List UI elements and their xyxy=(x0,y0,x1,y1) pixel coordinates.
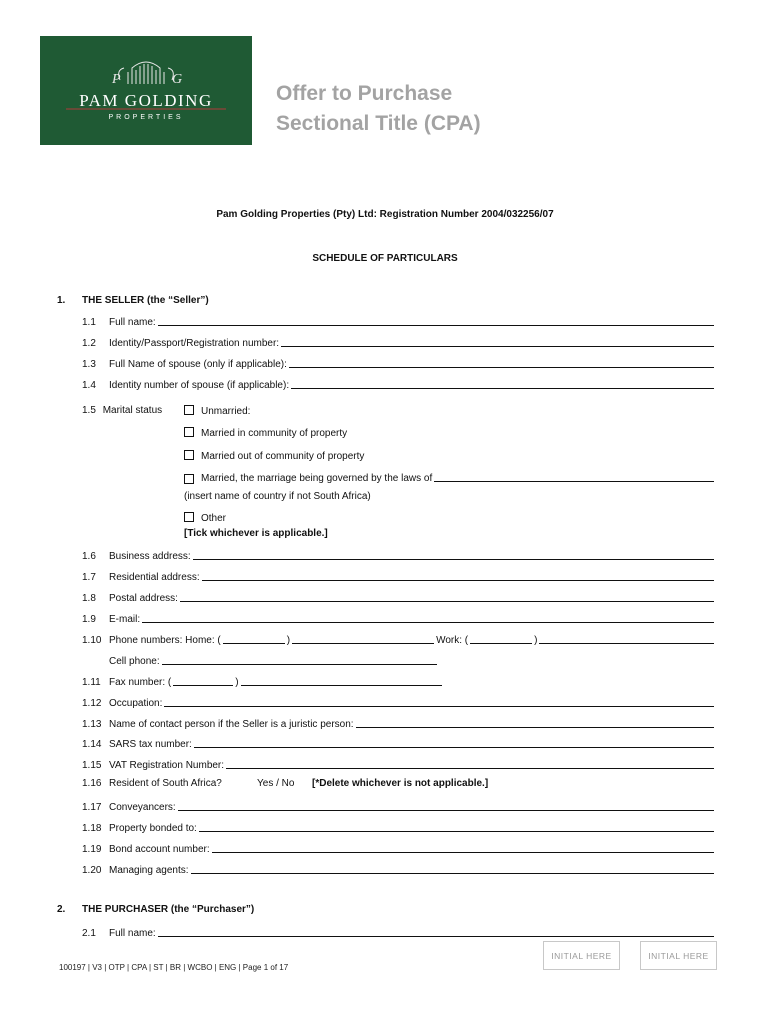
input-line[interactable] xyxy=(356,717,714,728)
field-vat-number[interactable] xyxy=(82,757,714,771)
input-line[interactable] xyxy=(212,842,714,853)
input-line[interactable] xyxy=(178,800,714,811)
item-number: 1.13 xyxy=(82,719,102,730)
field-label: Bond account number: xyxy=(109,844,210,855)
item-number: 1.12 xyxy=(82,698,102,709)
field-seller-full-name[interactable] xyxy=(82,314,714,328)
item-number: 1.5 xyxy=(82,405,96,416)
delete-instruction: [*Delete whichever is not applicable.] xyxy=(312,778,489,789)
company-logo xyxy=(40,36,252,145)
field-bond-account[interactable] xyxy=(82,841,714,855)
option-other[interactable] xyxy=(184,512,226,524)
yes-no-choice[interactable]: Yes / No xyxy=(257,778,295,789)
home-area-code-input[interactable] xyxy=(223,633,285,644)
input-line[interactable] xyxy=(289,357,714,368)
field-cell-phone[interactable] xyxy=(109,653,437,667)
input-line[interactable] xyxy=(194,737,714,748)
document-subtitle: Sectional Title (CPA) xyxy=(276,112,481,135)
field-purchaser-full-name[interactable] xyxy=(82,925,714,939)
field-business-address[interactable] xyxy=(82,548,714,562)
item-number: 1.3 xyxy=(82,359,96,370)
initial-box-purchaser[interactable]: INITIAL HERE xyxy=(640,941,717,970)
checkbox[interactable] xyxy=(184,512,194,522)
item-number: 2.1 xyxy=(82,928,96,939)
field-email[interactable] xyxy=(82,611,714,625)
input-line[interactable] xyxy=(162,654,437,665)
item-number: 1.15 xyxy=(82,760,102,771)
work-label: Work: ( xyxy=(436,635,469,646)
item-number: 1.6 xyxy=(82,551,96,562)
field-label: Phone numbers: Home: ( xyxy=(109,635,221,646)
item-number: 1.2 xyxy=(82,338,96,349)
option-out-of-community[interactable] xyxy=(184,450,364,462)
field-fax-number[interactable] xyxy=(82,674,442,688)
field-label: Managing agents: xyxy=(109,865,189,876)
input-line[interactable] xyxy=(164,696,714,707)
field-residential-address[interactable] xyxy=(82,569,714,583)
item-number: 1.20 xyxy=(82,865,102,876)
paren-close: ) xyxy=(235,677,239,688)
field-label: Name of contact person if the Seller is a juristic person: xyxy=(109,719,354,730)
field-label: VAT Registration Number: xyxy=(109,760,225,771)
option-label: Married in community of property xyxy=(201,428,348,439)
field-label: Conveyancers: xyxy=(109,802,176,813)
field-label: SARS tax number: xyxy=(109,739,192,750)
field-managing-agents[interactable] xyxy=(82,862,714,876)
field-occupation[interactable] xyxy=(82,695,714,709)
logo-wordmark: PAM GOLDING xyxy=(79,91,213,110)
field-label: Property bonded to: xyxy=(109,823,197,834)
field-label: Cell phone: xyxy=(109,656,160,667)
field-seller-id-number[interactable] xyxy=(82,335,714,349)
tick-instruction: [Tick whichever is applicable.] xyxy=(184,528,328,539)
item-number: 1.11 xyxy=(82,677,101,688)
schedule-heading: SCHEDULE OF PARTICULARS xyxy=(312,253,458,264)
input-line[interactable] xyxy=(202,570,714,581)
field-contact-person[interactable] xyxy=(82,716,714,730)
option-label: Other xyxy=(201,513,227,524)
item-number: 1.17 xyxy=(82,802,102,813)
checkbox[interactable] xyxy=(184,405,194,415)
item-number: 1.7 xyxy=(82,572,96,583)
field-label: Fax number: ( xyxy=(109,677,172,688)
option-label: Married, the marriage being governed by the laws of xyxy=(201,473,433,484)
work-phone-input[interactable] xyxy=(539,633,714,644)
field-phone-numbers[interactable] xyxy=(82,632,714,646)
field-label: E-mail: xyxy=(109,614,141,625)
field-label: Residential address: xyxy=(109,572,200,583)
option-label: Unmarried: xyxy=(201,406,251,417)
field-label: Identity number of spouse (if applicable): xyxy=(109,380,290,391)
item-number: 1.16 xyxy=(82,778,102,789)
item-number: 1.19 xyxy=(82,844,102,855)
initial-box-seller[interactable]: INITIAL HERE xyxy=(543,941,620,970)
item-number: 1.4 xyxy=(82,380,96,391)
input-line[interactable] xyxy=(193,549,714,560)
field-property-bonded[interactable] xyxy=(82,820,714,834)
company-registration: Pam Golding Properties (Pty) Ltd: Registration Number 2004/032256/07 xyxy=(216,209,554,220)
field-label: Postal address: xyxy=(109,593,178,604)
option-in-community[interactable] xyxy=(184,427,347,439)
field-label: Resident of South Africa? xyxy=(109,778,222,789)
input-line[interactable] xyxy=(180,591,714,602)
input-line[interactable] xyxy=(291,378,714,389)
home-phone-input[interactable] xyxy=(292,633,434,644)
document-title: Offer to Purchase xyxy=(276,82,453,105)
page-footer: 100197 | V3 | OTP | CPA | ST | BR | WCBO | ENG | Page 1 of 17 xyxy=(59,963,289,972)
field-conveyancers[interactable] xyxy=(82,799,714,813)
fax-area-code-input[interactable] xyxy=(173,675,233,686)
input-line[interactable] xyxy=(158,926,714,937)
section-heading-seller: THE SELLER (the “Seller”) xyxy=(82,295,209,306)
field-label: Full name: xyxy=(109,928,156,939)
field-label: Occupation: xyxy=(109,698,163,709)
logo-subtitle: PROPERTIES xyxy=(108,114,184,121)
input-line[interactable] xyxy=(191,863,714,874)
field-spouse-id[interactable] xyxy=(82,377,714,391)
field-label: Identity/Passport/Registration number: xyxy=(109,338,280,349)
field-label: Business address: xyxy=(109,551,191,562)
field-label: Full name: xyxy=(109,317,156,328)
checkbox[interactable] xyxy=(184,427,194,437)
marital-status-label xyxy=(82,405,162,416)
option-unmarried[interactable] xyxy=(184,405,250,417)
input-line[interactable] xyxy=(434,471,714,482)
section-number: 2. xyxy=(57,904,66,915)
input-line[interactable] xyxy=(158,315,714,326)
input-line[interactable] xyxy=(281,336,714,347)
option-foreign-laws[interactable] xyxy=(184,470,714,484)
field-spouse-name[interactable] xyxy=(82,356,714,370)
field-label: Full Name of spouse (only if applicable): xyxy=(109,359,287,370)
svg-text:P: P xyxy=(112,72,121,87)
field-label: Marital status xyxy=(102,405,163,416)
section-number: 1. xyxy=(57,295,66,306)
insert-country-note: (insert name of country if not South Africa) xyxy=(184,491,371,502)
section-heading-purchaser: THE PURCHASER (the “Purchaser”) xyxy=(82,904,255,915)
input-line[interactable] xyxy=(142,612,714,623)
input-line[interactable] xyxy=(226,758,714,769)
input-line[interactable] xyxy=(199,821,714,832)
field-sars-tax-number[interactable] xyxy=(82,736,714,750)
item-number: 1.10 xyxy=(82,635,102,646)
checkbox[interactable] xyxy=(184,474,194,484)
fax-number-input[interactable] xyxy=(241,675,442,686)
field-resident-sa xyxy=(82,778,222,789)
paren-close: ) xyxy=(534,635,538,646)
item-number: 1.18 xyxy=(82,823,102,834)
paren-close: ) xyxy=(286,635,291,646)
item-number: 1.1 xyxy=(82,317,96,328)
item-number: 1.8 xyxy=(82,593,96,604)
item-number: 1.14 xyxy=(82,739,102,750)
svg-text:G: G xyxy=(172,72,183,87)
item-number: 1.9 xyxy=(82,614,96,625)
work-area-code-input[interactable] xyxy=(470,633,532,644)
field-postal-address[interactable] xyxy=(82,590,714,604)
checkbox[interactable] xyxy=(184,450,194,460)
option-label: Married out of community of property xyxy=(201,451,365,462)
